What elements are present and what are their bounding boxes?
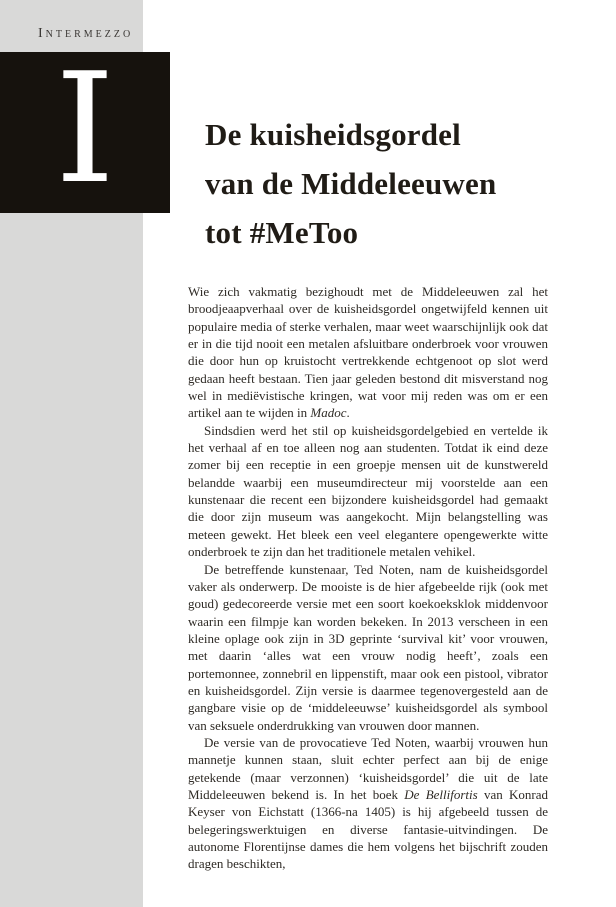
- drop-cap-letter: I: [54, 39, 116, 217]
- drop-cap-box: [0, 39, 170, 217]
- body-text: van Konrad Keyser von Eichstatt (1366-na 1405) is hij afgebeeld tussen de belegeringswerktuigen en diverse fantasie-uitvindingen. De autonome Florentijnse dames die hem volgens het bijschrift zouden dragen beschikten,: [188, 786, 548, 872]
- paragraph: [188, 422, 548, 561]
- chapter-title-line: van de Middeleeuwen: [205, 166, 497, 201]
- paragraph: [188, 283, 548, 422]
- italic-text: De Bellifortis: [404, 786, 478, 802]
- chapter-title: [205, 110, 605, 257]
- paragraph: [188, 734, 548, 873]
- body-text: De versie van de provocatieve Ted Noten, waarbij vrouwen hun mannetje kunnen staan, sluit echter perfect aan bij de enige getekende (maar verzonnen) ‘kuisheidsgordel’ die uit de late Middeleeuwen bekend is. In het boek: [188, 734, 548, 802]
- chapter-title-line: De kuisheidsgordel: [205, 117, 461, 152]
- chapter-title-line: tot #MeToo: [205, 215, 359, 250]
- paragraph: [188, 561, 548, 734]
- body-text: Sindsdien werd het stil op kuisheidsgordelgebied en vertelde ik het verhaal af en toe alleen nog aan studenten. Totdat ik eind deze zomer bij een receptie in een groepje mensen uit de kunstwereld belandde waarbij een museumdirecteur mij voorstelde aan een kunstenaar die recent een bijzondere kuisheidsgordel had gemaakt die door zijn museum was aangekocht. Mijn belangstelling was meteen gewekt. Het bleek een veel elegantere opengewerkte witte onderbroek te zijn dan het traditionele metalen vehikel.: [188, 422, 548, 560]
- body-text: De betreffende kunstenaar, Ted Noten, nam de kuisheidsgordel vaker als onderwerp. De mooiste is de hier afgebeelde rijk (ook met goud) gedecoreerde versie met een soort koekoeksklok middenvoor waarin een filmpje kan worden bekeken. In 2013 verscheen in een kleine oplage ook zijn in 3D geprinte ‘survival kit’ voor vrouwen, met daarin ‘alles wat een vrouw nodig heeft’, zoals een portemonnee, zonnebril en lippenstift, maar ook een pistool, vibrator en kuisheidsgordel. Zijn versie is daarmee tegenovergesteld aan de gangbare visie op de ‘middeleeuwse’ kuisheidsgordel als symbool van seksuele onderdrukking van vrouwen door mannen.: [188, 561, 548, 733]
- body-text: .: [346, 405, 350, 421]
- italic-text: Madoc: [310, 405, 347, 421]
- article-body: [188, 283, 548, 873]
- body-text: Wie zich vakmatig bezighoudt met de Middeleeuwen zal het broodjeaapverhaal over de kuisheidsgordel ongetwijfeld kennen uit populaire media of sterke verhalen, maar weet waarschijnlijk ook dat er in die tijd nooit een metalen afsluitbare onderbroek voor vrouwen die door hun op kruistocht vertrekkende echtgenoot op slot werd gedaan heeft bestaan. Tien jaar geleden bestond dit misverstand nog wel in mediëvistische kringen, wat voor mij reden was om er een artikel aan te wijden in: [188, 284, 548, 421]
- section-label: Intermezzo: [38, 26, 134, 41]
